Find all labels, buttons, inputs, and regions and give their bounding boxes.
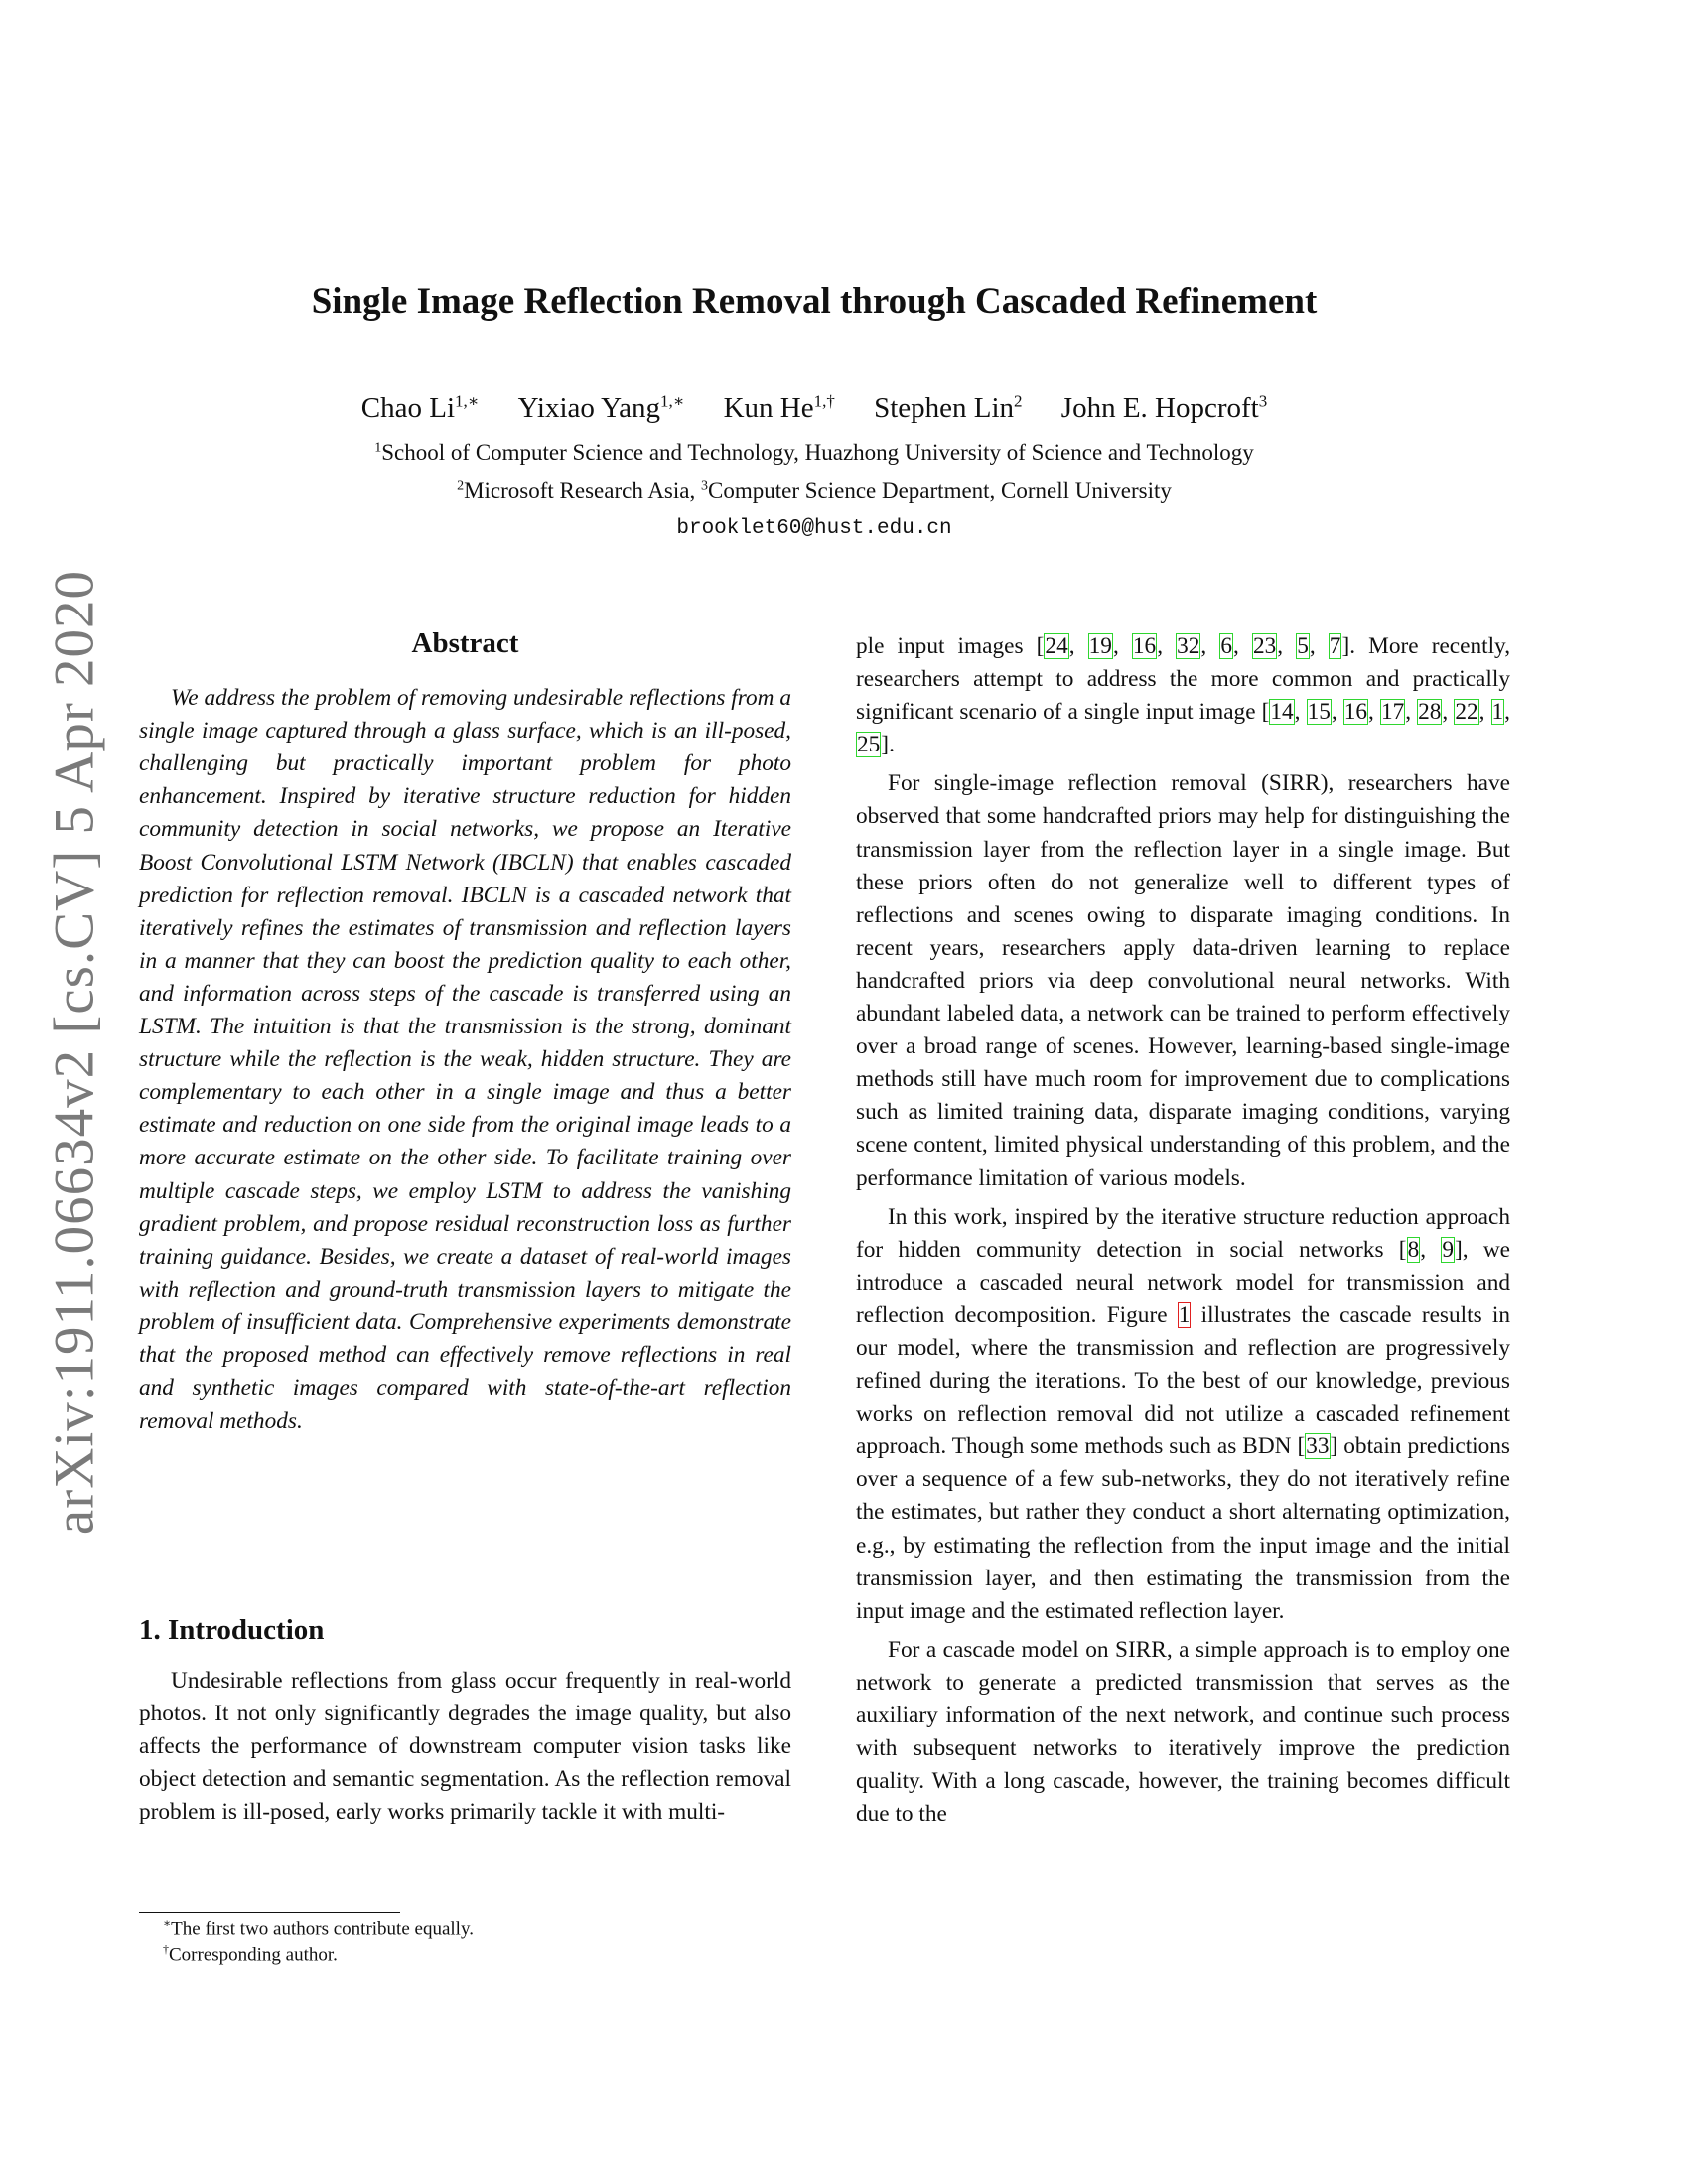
right-column (856, 630, 1510, 1831)
citation-link[interactable]: 22 (1455, 699, 1478, 726)
author: Kun $He^{1,\dagger}$ (723, 391, 835, 424)
citation-link[interactable]: 25 (857, 732, 881, 758)
author: Stephen Lin$^2$ (874, 391, 1023, 424)
figure-reference-link[interactable]: 1 (1178, 1301, 1191, 1328)
introduction-paragraph: Undesirable reflections from glass occur frequently in real-world photos. It not only significantly degrades the image quality, but also affects the performance of downstream computer vision tasks like object detection and semantic segmentation. As the reflection removal problem is ill-posed, early works primarily tackle it with multi- (139, 1668, 791, 1826)
paragraph-this-work: In this work, inspired by the iterative structure reduction approach for hidden community detection in social networks [8, 9], we introduce a cascaded neural network model for transmission and reflection decomposition. Figure 1 illustrates the cascade results in our model, where the transmission and reflection are progressively refined during the iterations. To the best of our knowledge, previous works on reflection removal did not utilize a cascaded refinement approach. Though some methods such as BDN [33] obtain predictions over a sequence of a few sub-networks, they do not iteratively refine the estimates, but rather they conduct a short alternating optimization, e.g., by estimating the reflection from the input image and the initial transmission layer, and then estimating the transmission from the input image and the estimated reflection layer. (856, 1203, 1511, 1624)
arxiv-id-text: arXiv:1911.06634v2 [cs.CV] 5 Apr 2020 (43, 569, 106, 1536)
citation-link[interactable]: 14 (1270, 699, 1294, 726)
contact-email[interactable]: brooklet60@hust.edu.cn (676, 517, 952, 540)
citation-link[interactable]: 16 (1343, 699, 1368, 726)
author: Yixiao Yang$^{1,∗}$ (517, 391, 685, 424)
citation-group: 8, 9 (1407, 1236, 1454, 1263)
citation-link[interactable]: 15 (1307, 699, 1331, 726)
citation-link[interactable]: 19 (1088, 633, 1112, 659)
paragraph-continued: ple input images [24, 19, 16, 32, 6, 23, 5, 7]. More recently, researchers attempt to address the more common and practically significant scenario of a single input image [14, 15, 16, 17, 28, 22, 1, 25]. (856, 633, 1511, 758)
citation-group: 24, 19, 16, 32, 6, 23, 5, 7 (1045, 633, 1341, 659)
citation-link[interactable]: 32 (1177, 633, 1200, 659)
paragraph-sirr: For single-image reflection removal (SIRR), researchers have observed that some handcrafted priors may help for distinguishing the transmission layer from the reflection layer in a single image. But these priors often do not generalize well to different types of reflections and scenes owing to disparate imaging conditions. In recent years, researchers apply data-driven learning to replace handcrafted priors via deep convolutional neural networks. With abundant labeled data, a network can be trained to perform effectively over a broad range of scenes. However, learning-based single-image methods still have much room for improvement due to complications such as limited training data, disparate imaging conditions, varying scene content, limited physical understanding of this problem, and the performance limitation of various models. (856, 770, 1510, 1191)
citation-link[interactable]: 17 (1380, 699, 1405, 726)
citation-link[interactable]: 8 (1407, 1236, 1420, 1263)
introduction-heading: 1. Introduction (139, 1614, 325, 1646)
introduction-section (139, 1614, 791, 1830)
citation-link[interactable]: 5 (1297, 633, 1309, 659)
footnote-rule (139, 1912, 400, 1913)
abstract-text: We address the problem of removing undesirable reflections from a single image captured through a glass surface, which is an ill-posed, challenging but practically important problem for photo enhancement. Inspired by iterative structure reduction for hidden community detection in social networks, we propose an Iterative Boost Convolutional LSTM Network (IBCLN) that enables cascaded prediction for reflection removal. IBCLN is a cascaded network that iteratively refines the estimates of transmission and reflection layers in a manner that they can boost the prediction quality to each other, and information across steps of the cascade is transferred using an LSTM. The intuition is that the transmission is the strong, dominant structure while the reflection is the weak, hidden structure. They are complementary to each other in a single image and thus a better estimate and reduction on one side from the original image leads to a more accurate estimate on the other side. To facilitate training over multiple cascade steps, we employ LSTM to address the vanishing gradient problem, and propose residual reconstruction loss as further training guidance. Besides, we create a dataset of real-world images with reflection and ground-truth transmission layers to mitigate the problem of insufficient data. Comprehensive experiments demonstrate that the proposed method can effectively remove reflections in real and synthetic images compared with state-of-the-art reflection removal methods. (139, 685, 791, 1434)
citation-link[interactable]: 7 (1329, 633, 1341, 659)
citation-group: 14, 15, 16, 17, 28, 22, 1, 25 (857, 699, 1510, 758)
author: John E. Hopcroft$^3$ (1060, 391, 1268, 424)
footnote-corresponding-author: †Corresponding author. (163, 1942, 338, 1966)
author: Chao $Li^{1,∗}$ (360, 391, 480, 424)
author-list (0, 391, 1628, 425)
citation-link[interactable]: 33 (1306, 1433, 1330, 1460)
citation-link[interactable]: 9 (1442, 1236, 1454, 1263)
arxiv-watermark (43, 569, 106, 1536)
footnote-equal-contribution: ∗The first two authors contribute equally. (163, 1916, 474, 1940)
citation-link[interactable]: 23 (1252, 633, 1277, 659)
affiliation-line-1: $^1$School of Computer Science and Technology, Huazhong University of Science and Technology (374, 440, 1254, 465)
citation-link[interactable]: 28 (1418, 699, 1442, 726)
paper-title: Single Image Reflection Removal through Cascaded Refinement (311, 281, 1318, 322)
paragraph-cascade-model: For a cascade model on SIRR, a simple approach is to employ one network to generate a predicted transmission that serves as the auxiliary information of the next network, and continue such process with subsequent networks to iteratively improve the prediction quality. With a long cascade, however, the training becomes difficult due to the (856, 1636, 1510, 1828)
abstract-heading: Abstract (411, 627, 519, 659)
citation-link[interactable]: 16 (1132, 633, 1157, 659)
citation-link[interactable]: 1 (1491, 699, 1504, 726)
citation-link[interactable]: 24 (1045, 633, 1068, 659)
left-column (139, 627, 791, 1437)
citation-link[interactable]: 6 (1220, 633, 1233, 659)
affiliation-line-2: $^2$Microsoft Research Asia, $^3$Computer Science Department, Cornell University (457, 478, 1172, 503)
